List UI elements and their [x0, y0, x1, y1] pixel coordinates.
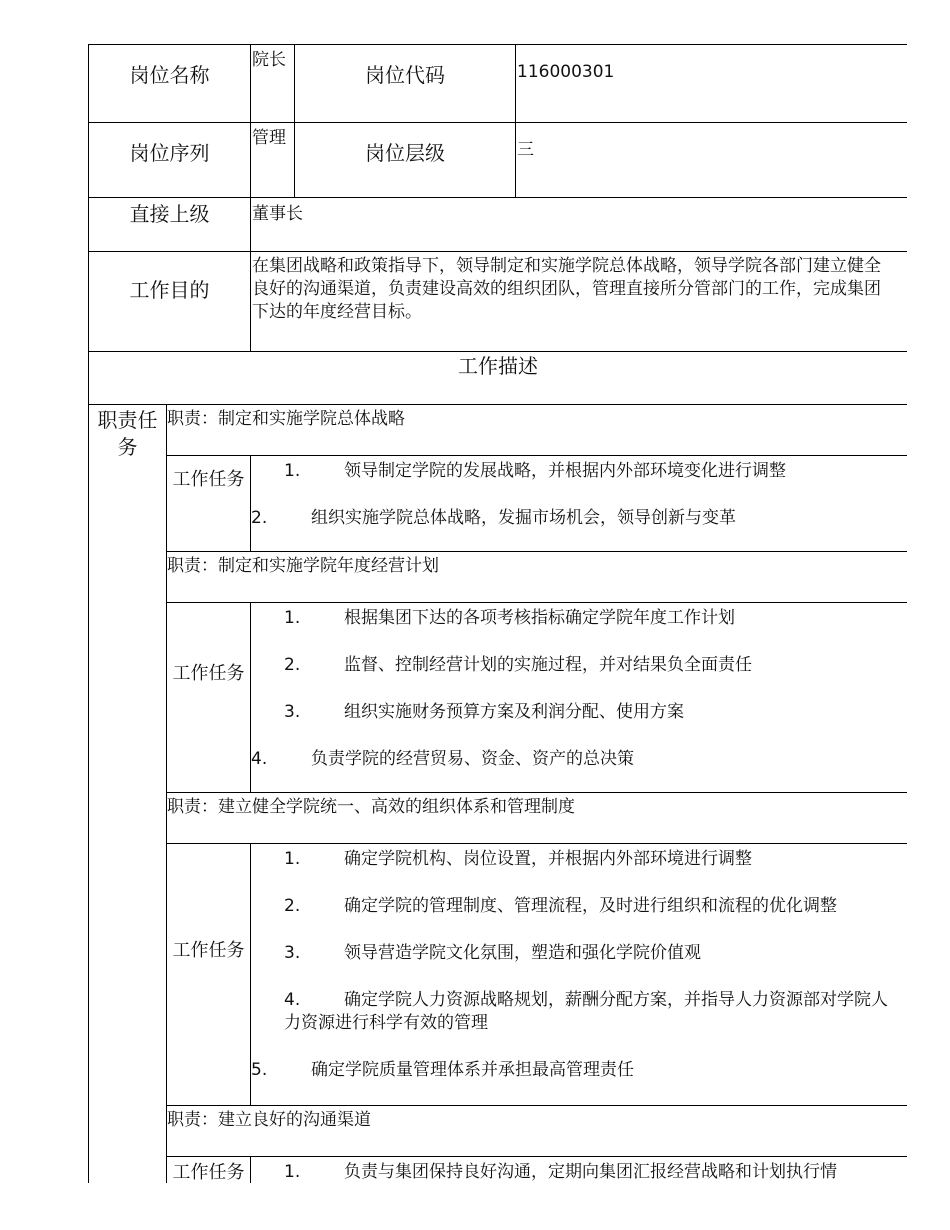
task-item: 4. 负责学院的经营贸易、资金、资产的总决策: [251, 749, 634, 769]
task-list: [251, 1157, 908, 1184]
task-list: [251, 844, 908, 1106]
job-description-table: [88, 44, 907, 1183]
duty-title: 职责：建立健全学院统一、高效的组织体系和管理制度: [167, 793, 908, 844]
row-description-title: [89, 352, 908, 405]
post-code-label: 岗位代码: [295, 45, 516, 123]
duty-title: 职责：制定和实施学院年度经营计划: [167, 552, 908, 603]
task-item: 1. 领导制定学院的发展战略，并根据内外部环境变化进行调整: [284, 461, 786, 481]
task-item: 3. 组织实施财务预算方案及利润分配、使用方案: [284, 702, 684, 722]
post-code-value: 116000301: [516, 45, 908, 123]
duty-title: 职责：制定和实施学院总体战略: [167, 405, 908, 456]
description-title: 工作描述: [89, 352, 908, 405]
task-item: 2. 监督、控制经营计划的实施过程，并对结果负全面责任: [284, 655, 752, 675]
job-description-document: [88, 44, 907, 1183]
post-name-value: 院长: [251, 45, 295, 123]
task-label: 工作任务: [167, 456, 251, 552]
row-purpose: [89, 252, 908, 352]
supervisor-value: 董事长: [251, 198, 908, 252]
purpose-label: 工作目的: [89, 252, 251, 352]
post-name-label: 岗位名称: [89, 45, 251, 123]
task-item: 3. 领导营造学院文化氛围，塑造和强化学院价值观: [284, 943, 701, 963]
task-item: 1. 负责与集团保持良好沟通，定期向集团汇报经营战略和计划执行情: [284, 1162, 837, 1182]
task-item: 4. 确定学院人力资源战略规划，薪酬分配方案，并指导人力资源部对学院人力资源进行科学有效的管理: [284, 990, 888, 1033]
post-level-value: 三: [516, 123, 908, 198]
task-row: [89, 844, 908, 1106]
task-row: [89, 456, 908, 552]
post-series-value: 管理: [251, 123, 295, 198]
task-label: 工作任务: [167, 603, 251, 793]
task-item: 5. 确定学院质量管理体系并承担最高管理责任: [251, 1060, 634, 1080]
post-level-label: 岗位层级: [295, 123, 516, 198]
task-item: 1. 根据集团下达的各项考核指标确定学院年度工作计划: [284, 608, 735, 628]
purpose-value: 在集团战略和政策指导下，领导制定和实施学院总体战略，领导学院各部门建立健全良好的沟通渠道，负责建设高效的组织团队，管理直接所分管部门的工作，完成集团下达的年度经营目标。: [251, 252, 908, 352]
supervisor-label: 直接上级: [89, 198, 251, 252]
task-label: 工作任务: [167, 844, 251, 1106]
task-item: 1. 确定学院机构、岗位设置，并根据内外部环境进行调整: [284, 849, 752, 869]
task-list: [251, 456, 908, 552]
duty-row: [89, 1106, 908, 1157]
task-label: 工作任务: [167, 1157, 251, 1184]
duties-label: 职责任务: [89, 405, 167, 1184]
task-item: 2. 确定学院的管理制度、管理流程，及时进行组织和流程的优化调整: [284, 896, 837, 916]
duty-row: [89, 405, 908, 456]
row-post-name: [89, 45, 908, 123]
task-row: [89, 1157, 908, 1184]
task-item: 2. 组织实施学院总体战略，发掘市场机会，领导创新与变革: [251, 508, 736, 528]
post-series-label: 岗位序列: [89, 123, 251, 198]
duty-row: [89, 552, 908, 603]
row-post-series: [89, 123, 908, 198]
task-row: [89, 603, 908, 793]
task-list: [251, 603, 908, 793]
duty-title: 职责：建立良好的沟通渠道: [167, 1106, 908, 1157]
duty-row: [89, 793, 908, 844]
row-supervisor: [89, 198, 908, 252]
